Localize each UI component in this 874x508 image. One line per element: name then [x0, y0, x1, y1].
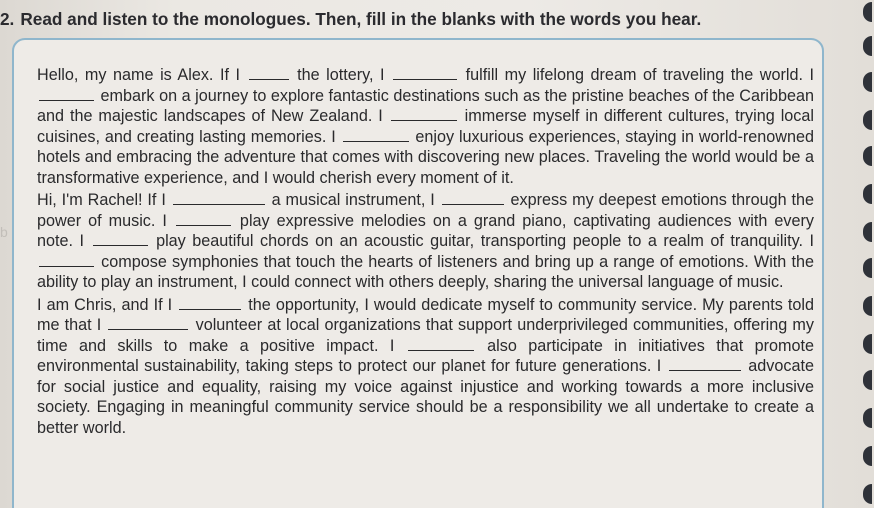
binding-ring	[863, 296, 872, 316]
blank[interactable]	[249, 66, 289, 80]
binding-ring	[863, 184, 872, 204]
blank[interactable]	[343, 128, 409, 142]
exercise-heading	[0, 9, 701, 30]
binding-ring	[863, 36, 872, 56]
binding-ring	[863, 334, 872, 354]
monologue-rachel: Hi, I'm Rachel! If I a musical instrument, I express my deepest emotions through the power of music. I play expressive melodies on a grand piano, captivating audiences with every note. I play beautiful chords on an acoustic guitar, transporting people to a realm of tranquility. I compose symphonies that touch the hearts of listeners and bring up a range of emotions. With the ability to play an instrument, I could connect with others deeply, sharing the universal language of music.	[37, 191, 814, 291]
binding-ring	[863, 146, 872, 166]
blank[interactable]	[93, 232, 148, 246]
blank[interactable]	[176, 212, 231, 226]
binding-ring	[863, 484, 872, 504]
blank[interactable]	[408, 337, 474, 351]
blank[interactable]	[393, 66, 457, 80]
blank[interactable]	[669, 357, 741, 371]
blank[interactable]	[173, 191, 265, 205]
exercise-number: 2.	[0, 9, 15, 29]
binding-ring	[863, 446, 872, 466]
binding-ring	[863, 72, 872, 92]
blank[interactable]	[39, 253, 94, 267]
blank[interactable]	[391, 107, 457, 121]
blank[interactable]	[39, 87, 94, 101]
monologue-alex: Hello, my name is Alex. If I the lottery, I fulfill my lifelong dream of traveling the world. I embark on a journey to explore fantastic destinations such as the pristine beaches of the Caribbean and the majestic landscapes of New Zealand. I immerse myself in different cultures, trying local cuisines, and creating lasting memories. I enjoy luxurious experiences, staying in world-renowned hotels and embracing the adventure that comes with discovering new places. Traveling the world would be a transformative experience, and I would cherish every moment of it.	[37, 66, 815, 187]
spiral-binding	[850, 0, 874, 508]
binding-ring	[863, 2, 872, 22]
binding-ring	[863, 370, 872, 390]
binding-ring	[863, 408, 872, 428]
binding-ring	[863, 258, 872, 278]
blank[interactable]	[179, 296, 241, 310]
blank[interactable]	[108, 316, 188, 330]
monologue-text	[37, 65, 814, 440]
binding-ring	[863, 222, 872, 242]
bleed-through-mark: b	[0, 224, 8, 240]
blank[interactable]	[442, 191, 504, 205]
binding-ring	[863, 110, 872, 130]
monologue-chris: I am Chris, and If I the opportunity, I would dedicate myself to community service. My parents told me that I volunteer at local organizations that support underprivileged communities, offering my time and skills to make a positive impact. I also participate in initiatives that promote environmental sustainability, taking steps to protect our planet for future generations. I advocate for social justice and equality, raising my voice against injustice and working towards a more inclusive society. Engaging in meaningful community service should be a responsibility we all undertake to create a better world.	[37, 295, 814, 437]
exercise-instruction: Read and listen to the monologues. Then, fill in the blanks with the words you hear.	[20, 9, 702, 29]
